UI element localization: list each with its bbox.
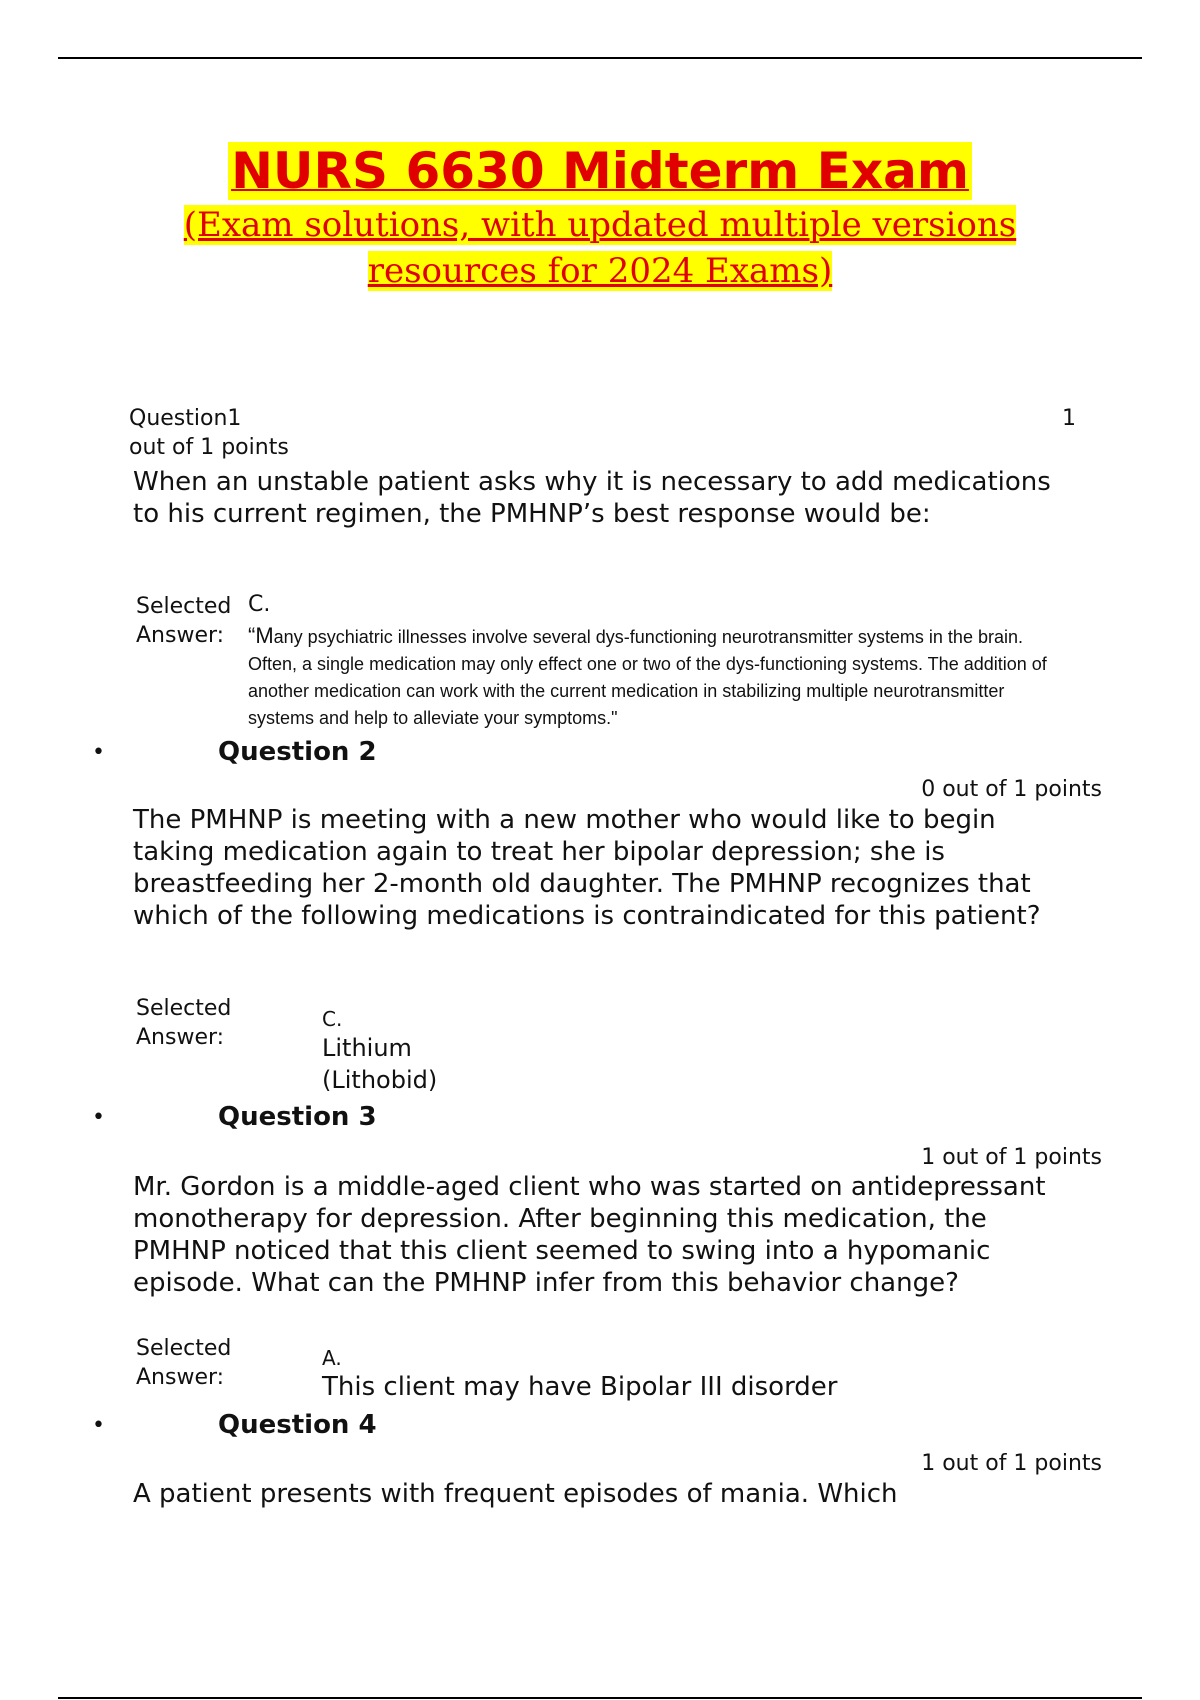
document-header <box>0 142 1200 294</box>
question-2-answer-letter: C. <box>322 1007 343 1031</box>
question-3-selected-answer-label: Selected Answer: <box>136 1336 232 1390</box>
subtitle-line-2: resources for 2024 Exams) <box>367 251 833 291</box>
question-3-points: 1 out of 1 points <box>921 1145 1102 1170</box>
question-3-answer-text: This client may have Bipolar III disorder <box>322 1372 838 1402</box>
question-4-heading: Question 4 <box>218 1410 377 1440</box>
question-1-answer-text: “Many psychiatric illnesses involve several dys-functioning neurotransmitter systems in the brain. Often, a single medication may only effect one or two of the dys-functioning systems. The addition of another medication can work with the current medication in stabilizing multiple neurotransmitter systems and help to alleviate your symptoms." <box>248 623 1047 728</box>
question-1-points: out of 1 points <box>129 435 289 460</box>
document-subtitle <box>0 202 1200 294</box>
question-2-selected-answer-label: Selected Answer: <box>136 996 232 1050</box>
question-2-bullet: • <box>92 740 105 765</box>
question-3-bullet: • <box>92 1105 105 1130</box>
question-3-answer-letter: A. <box>322 1346 342 1370</box>
question-2-points: 0 out of 1 points <box>921 777 1102 802</box>
question-4-points: 1 out of 1 points <box>921 1451 1102 1476</box>
subtitle-line-1: (Exam solutions, with updated multiple versions <box>183 205 1017 245</box>
question-1-number: 1 <box>1062 406 1076 431</box>
question-2-text: The PMHNP is meeting with a new mother who would like to begin taking medication again to treat her bipolar depression; she is breastfeeding her 2-month old daughter. The PMHNP recognizes that which of the following medications is contraindicated for this patient? <box>133 805 1041 931</box>
question-1-selected-answer-label: Selected Answer: <box>136 594 232 648</box>
question-1-answer-letter: C. <box>248 592 271 617</box>
document-title: NURS 6630 Midterm Exam <box>228 142 972 200</box>
question-1-text: When an unstable patient asks why it is necessary to add medications to his current regimen, the PMHNP’s best response would be: <box>133 467 1051 529</box>
top-rule <box>58 57 1142 59</box>
question-4-text: A patient presents with frequent episodes of mania. Which <box>133 1479 898 1509</box>
question-3-text: Mr. Gordon is a middle-aged client who was started on antidepressant monotherapy for depression. After beginning this medication, the PMHNP noticed that this client seemed to swing into a hypomanic episode. What can the PMHNP infer from this behavior change? <box>133 1172 1046 1298</box>
question-4-bullet: • <box>92 1413 105 1438</box>
question-2-answer-text: Lithium (Lithobid) <box>322 1034 438 1094</box>
question-1-label: Question1 <box>129 406 242 431</box>
question-3-heading: Question 3 <box>218 1102 377 1132</box>
question-2-heading: Question 2 <box>218 737 377 767</box>
bottom-rule <box>58 1697 1142 1699</box>
